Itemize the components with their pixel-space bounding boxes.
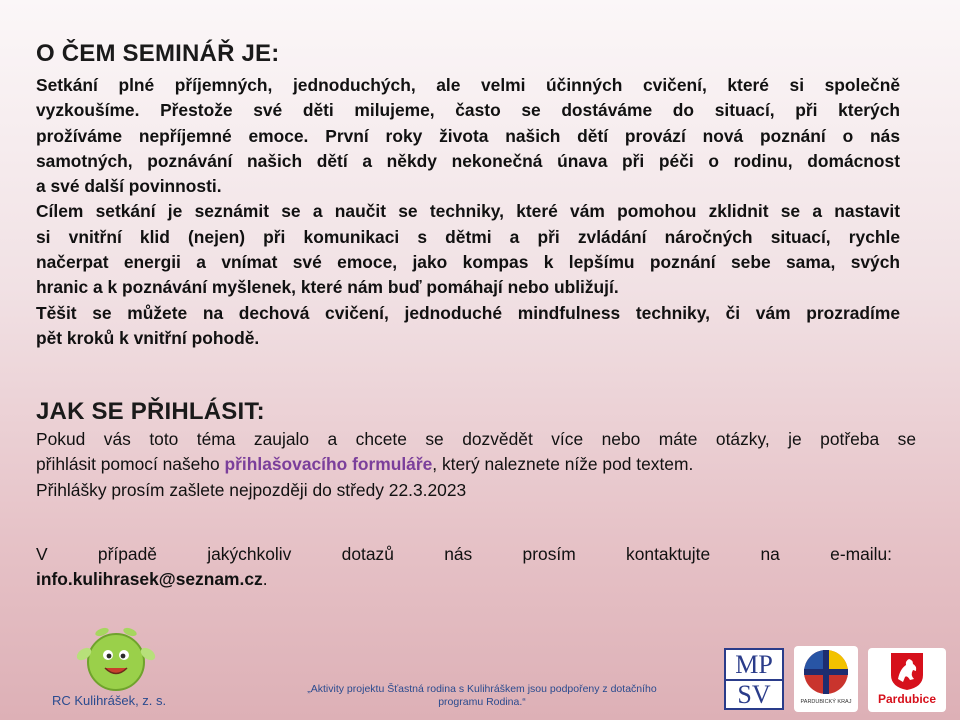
kraj-emblem-icon xyxy=(794,646,858,698)
contact-paragraph xyxy=(36,542,892,593)
about-line: vyzkoušíme. Přestože své děti milujeme, často se dostáváme do situací, při kterých xyxy=(36,100,900,121)
about-line: Těšit se můžete na dechová cvičení, jednoduché mindfulness techniky, či vám prozradíme xyxy=(36,302,900,323)
org-name: RC Kulihrášek, z. s. xyxy=(52,693,167,708)
contact-email-line: info.kulihrasek@seznam.cz. xyxy=(36,569,268,590)
kraj-label: PARDUBICKÝ KRAJ xyxy=(800,699,852,705)
about-line: hranic a k poznávání myšlenek, které nám buď pomáhají nebo ubližují. xyxy=(36,277,619,298)
about-line: samotných, poznávání našich dětí a někdy nekonečná únava při péči o rodinu, domácnost xyxy=(36,150,900,171)
pardubice-horse-icon xyxy=(889,651,925,691)
about-line: Setkání plné příjemných, jednoduchých, ale velmi účinných cvičení, které si společně xyxy=(36,75,900,95)
about-line: a své další povinnosti. xyxy=(36,176,222,197)
about-paragraph xyxy=(36,73,900,351)
about-line: pět kroků k vnitřní pohodě. xyxy=(36,327,260,348)
signup-paragraph xyxy=(36,427,916,503)
signup-deadline: Přihlášky prosím zašlete nejpozději do středy 22.3.2023 xyxy=(36,479,467,500)
about-line: prožíváme nepříjemné emoce. První roky života našich dětí provází nová poznání o nás xyxy=(36,125,900,146)
mpsv-logo xyxy=(724,648,784,710)
section-heading-signup: JAK SE PŘIHLÁSIT: xyxy=(36,398,265,425)
pardubice-label: Pardubice xyxy=(877,692,937,706)
about-line: Cílem setkání je seznámit se a naučit se techniky, které vám pomohou zklidnit se a nastavit xyxy=(36,201,900,222)
mpsv-top-text: MP xyxy=(726,650,782,681)
mpsv-bottom-text: SV xyxy=(737,680,771,709)
kulihrasek-logo-icon xyxy=(72,624,160,696)
signup-line: Pokud vás toto téma zaujalo a chcete se dozvědět více nebo máte otázky, je potřeba se xyxy=(36,429,916,449)
pardubice-logo xyxy=(868,648,946,712)
funding-note: „Aktivity projektu Šťastná rodina s Kulihráškem jsou podpořeny z dotačního programu Rodina.“ xyxy=(307,683,657,708)
about-line: načerpat energii a vnímat své emoce, jako kompas k lepšímu poznání sebe sama, svých xyxy=(36,252,900,273)
section-heading-about: O ČEM SEMINÁŘ JE: xyxy=(36,40,280,67)
about-line: si vnitřní klid (nejen) při komunikaci s dětmi a při zvládání náročných situací, rychle xyxy=(36,226,900,247)
pardubicky-kraj-logo xyxy=(794,646,858,712)
contact-line: V případě jakýchkoliv dotazů nás prosím kontaktujte na e-mailu: xyxy=(36,544,892,564)
contact-email[interactable]: info.kulihrasek@seznam.cz xyxy=(36,569,263,590)
signup-line: přihlásit pomocí našeho přihlašovacího formuláře, který naleznete níže pod textem. xyxy=(36,454,694,475)
signup-form-link[interactable]: přihlašovacího formuláře xyxy=(224,454,433,475)
